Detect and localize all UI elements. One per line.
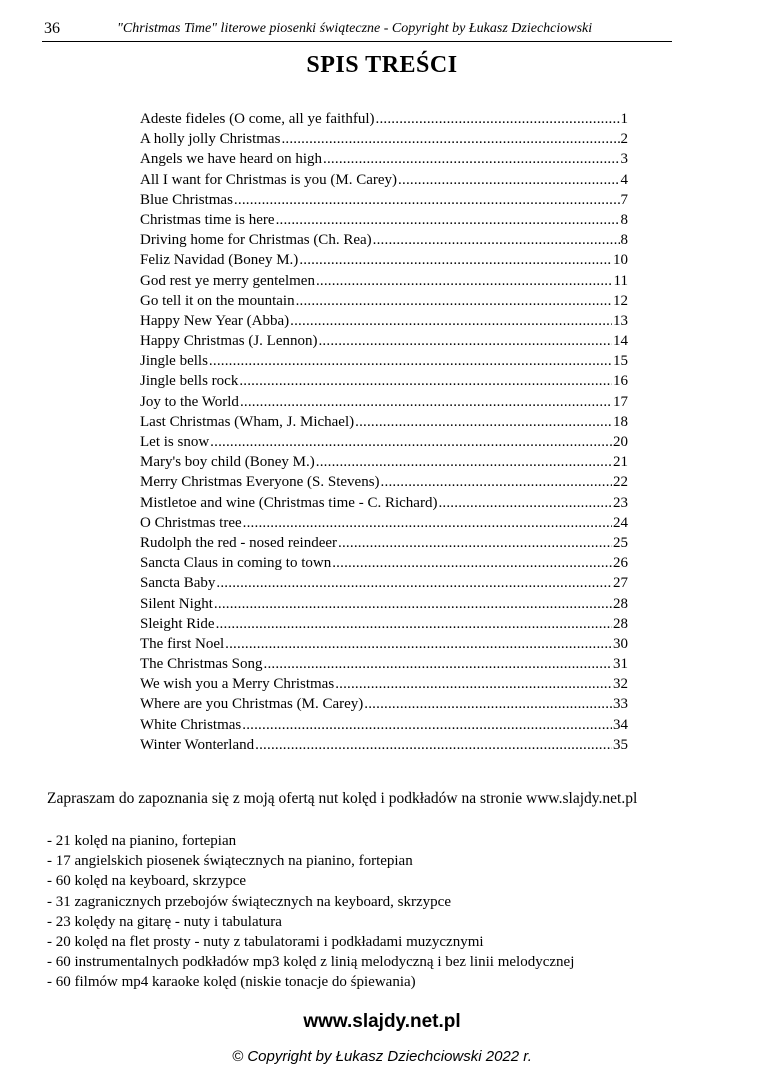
toc-dot-leader	[381, 472, 612, 492]
toc-entry[interactable]	[140, 170, 628, 190]
toc-dot-leader	[210, 432, 612, 452]
toc-dot-leader	[323, 149, 619, 169]
toc-entry[interactable]	[140, 594, 628, 614]
toc-entry[interactable]	[140, 674, 628, 694]
toc-entry[interactable]	[140, 129, 628, 149]
toc-entry[interactable]	[140, 230, 628, 250]
toc-entry-title: Christmas time is here	[140, 211, 275, 228]
toc-entry-page: 25	[613, 534, 628, 551]
toc-entry[interactable]	[140, 694, 628, 714]
offer-item: - 60 kolęd na keyboard, skrzypce	[47, 873, 247, 890]
toc-entry[interactable]	[140, 513, 628, 533]
header-rule	[42, 41, 672, 42]
toc-entry-title: Let is snow	[140, 434, 210, 450]
toc-entry-title: Jingle bells	[140, 353, 208, 370]
toc-entry-page: 33	[613, 696, 628, 713]
toc-entry[interactable]	[140, 271, 628, 291]
toc-entry-title: Adeste fideles (O come, all ye faithful)	[140, 111, 375, 127]
toc-entry[interactable]	[140, 351, 628, 371]
toc-entry[interactable]	[140, 412, 628, 432]
toc-dot-leader	[316, 452, 612, 472]
toc-dot-leader	[299, 250, 612, 270]
toc-dot-leader	[209, 351, 612, 371]
toc-entry[interactable]	[140, 311, 628, 331]
toc-entry-title: We wish you a Merry Christmas	[140, 676, 335, 693]
toc-entry[interactable]	[140, 149, 628, 169]
toc-entry-page: 2	[620, 131, 628, 148]
toc-entry-title: Sancta Claus in coming to town	[140, 555, 332, 572]
invitation-text: Zapraszam do zapoznania się z moją ofertą nut kolęd i podkładów na stronie www.slajdy.net.pl	[47, 790, 638, 807]
toc-entry-page: 31	[613, 656, 628, 673]
toc-entry-page: 24	[613, 514, 628, 531]
toc-entry-page: 27	[613, 575, 628, 592]
copyright-notice: © Copyright by Łukasz Dziechciowski 2022 r.	[232, 1048, 532, 1065]
toc-entry-title: Go tell it on the mountain	[140, 292, 295, 309]
toc-entry-page: 28	[613, 595, 628, 612]
toc-entry[interactable]	[140, 634, 628, 654]
offer-item: - 31 zagranicznych przebojów świątecznych na keyboard, skrzypce	[47, 893, 451, 910]
toc-entry-title: Feliz Navidad (Boney M.)	[140, 252, 299, 269]
toc-dot-leader	[438, 493, 612, 513]
offer-item: - 60 filmów mp4 karaoke kolęd (niskie tonacje do śpiewania)	[47, 974, 416, 991]
toc-entry-title: Jingle bells rock	[140, 373, 239, 390]
toc-entry-page: 28	[613, 615, 628, 632]
toc-entry-title: Silent Night	[140, 595, 213, 612]
offer-item: - 21 kolęd na pianino, fortepian	[47, 833, 237, 849]
toc-entry-title: Angels we have heard on high	[140, 151, 323, 168]
offer-item: - 20 kolęd na flet prosty - nuty z tabulatorami i podkładami muzycznymi	[47, 934, 484, 951]
toc-entry-title: Happy Christmas (J. Lennon)	[140, 333, 318, 350]
toc-entry-title: Joy to the World	[140, 393, 239, 410]
toc-entry-page: 34	[613, 716, 628, 733]
toc-dot-leader	[276, 210, 620, 230]
toc-entry[interactable]	[140, 493, 628, 513]
toc-entry[interactable]	[140, 715, 628, 735]
toc-entry-page: 23	[613, 494, 628, 511]
toc-dot-leader	[332, 553, 612, 573]
toc-dot-leader	[364, 694, 612, 714]
toc-entry-page: 7	[620, 191, 628, 208]
toc-entry-page: 10	[613, 252, 628, 269]
toc-entry[interactable]	[140, 371, 628, 391]
toc-dot-leader	[335, 674, 612, 694]
toc-dot-leader	[398, 170, 619, 190]
toc-dot-leader	[216, 614, 612, 634]
toc-entry-title: Last Christmas (Wham, J. Michael)	[140, 413, 355, 430]
toc-entry[interactable]	[140, 190, 628, 210]
toc-dot-leader	[296, 291, 612, 311]
toc-entry-title: Happy New Year (Abba)	[140, 312, 290, 329]
toc-dot-leader	[214, 594, 612, 614]
toc-entry-title: Mistletoe and wine (Christmas time - C. Richard)	[140, 494, 438, 511]
page-number: 36	[44, 20, 60, 37]
toc-entry-page: 17	[613, 393, 628, 410]
toc-entry[interactable]	[140, 472, 628, 492]
toc-dot-leader	[373, 230, 620, 250]
offer-item: - 17 angielskich piosenek świątecznych na pianino, fortepian	[47, 853, 413, 870]
toc-entry-title: Merry Christmas Everyone (S. Stevens)	[140, 474, 380, 491]
toc-entry-page: 18	[613, 413, 628, 430]
offer-item: - 60 instrumentalnych podkładów mp3 kolęd z linią melodyczną i bez linii melodycznej	[47, 954, 575, 971]
toc-entry-title: God rest ye merry gentelmen	[140, 272, 315, 289]
toc-dot-leader	[264, 654, 613, 674]
toc-dot-leader	[376, 109, 620, 129]
toc-entry[interactable]	[140, 392, 628, 412]
toc-entry-page: 14	[613, 333, 628, 350]
toc-entry-page: 30	[613, 635, 628, 652]
toc-entry-page: 35	[613, 736, 628, 753]
toc-entry-title: Blue Christmas	[140, 191, 233, 208]
toc-entry-page: 16	[613, 373, 628, 390]
toc-dot-leader	[240, 392, 612, 412]
toc-entry-page: 13	[613, 312, 628, 329]
toc-dot-leader	[243, 513, 612, 533]
offer-list	[47, 831, 574, 993]
toc-entry-title: Sancta Baby	[140, 575, 216, 592]
toc-dot-leader	[242, 715, 612, 735]
toc-entry[interactable]	[140, 452, 628, 472]
toc-entry-page: 15	[613, 353, 628, 370]
toc-entry-title: White Christmas	[140, 716, 242, 733]
toc-dot-leader	[225, 634, 612, 654]
toc-dot-leader	[355, 412, 612, 432]
toc-dot-leader	[234, 190, 620, 210]
toc-entry[interactable]	[140, 735, 628, 755]
toc-dot-leader	[338, 533, 612, 553]
toc-entry-page: 26	[613, 555, 628, 572]
toc-entry-page: 12	[613, 292, 628, 309]
toc-entry[interactable]	[140, 614, 628, 634]
toc-entry-title: The first Noel	[140, 635, 225, 652]
table-of-contents	[140, 109, 628, 755]
toc-entry-page: 4	[620, 171, 628, 188]
toc-entry-page: 11	[613, 272, 628, 289]
toc-dot-leader	[281, 129, 619, 149]
toc-entry-title: All I want for Christmas is you (M. Carey)	[140, 171, 398, 188]
toc-entry-title: Winter Wonterland	[140, 736, 255, 753]
toc-entry-page: 22	[613, 474, 628, 491]
running-header: "Christmas Time" literowe piosenki świąteczne - Copyright by Łukasz Dziechciowski	[117, 21, 593, 36]
toc-dot-leader	[255, 735, 612, 755]
toc-entry-page: 21	[613, 454, 628, 471]
website-link[interactable]: www.slajdy.net.pl	[303, 1011, 461, 1032]
toc-entry[interactable]	[140, 331, 628, 351]
toc-entry[interactable]	[140, 109, 628, 129]
toc-entry-page: 8	[620, 232, 628, 249]
toc-entry[interactable]	[140, 291, 628, 311]
toc-entry[interactable]	[140, 210, 628, 230]
toc-entry-page: 8	[620, 211, 628, 228]
toc-entry[interactable]	[140, 250, 628, 270]
toc-dot-leader	[316, 271, 613, 291]
toc-entry-title: The Christmas Song	[140, 656, 263, 673]
toc-entry-title: Rudolph the red - nosed reindeer	[140, 534, 338, 551]
toc-entry-page: 20	[613, 434, 628, 450]
toc-entry-title: Driving home for Christmas (Ch. Rea)	[140, 232, 372, 249]
page-title: SPIS TREŚCI	[306, 52, 458, 78]
toc-entry-title: Sleight Ride	[140, 615, 215, 632]
toc-entry[interactable]	[140, 553, 628, 573]
toc-entry-title: A holly jolly Christmas	[140, 131, 281, 148]
toc-dot-leader	[290, 311, 612, 331]
toc-dot-leader	[239, 371, 612, 391]
toc-entry[interactable]	[140, 432, 628, 452]
toc-entry-page: 1	[620, 111, 628, 127]
toc-entry[interactable]	[140, 573, 628, 593]
toc-dot-leader	[318, 331, 612, 351]
toc-entry-page: 3	[620, 151, 628, 168]
toc-entry-title: Where are you Christmas (M. Carey)	[140, 696, 364, 713]
toc-entry[interactable]	[140, 654, 628, 674]
toc-entry[interactable]	[140, 533, 628, 553]
toc-entry-title: O Christmas tree	[140, 514, 242, 531]
toc-entry-title: Mary's boy child (Boney M.)	[140, 454, 315, 471]
toc-entry-page: 32	[613, 676, 628, 693]
toc-dot-leader	[216, 573, 612, 593]
offer-item: - 23 kolędy na gitarę - nuty i tabulatura	[47, 913, 282, 930]
